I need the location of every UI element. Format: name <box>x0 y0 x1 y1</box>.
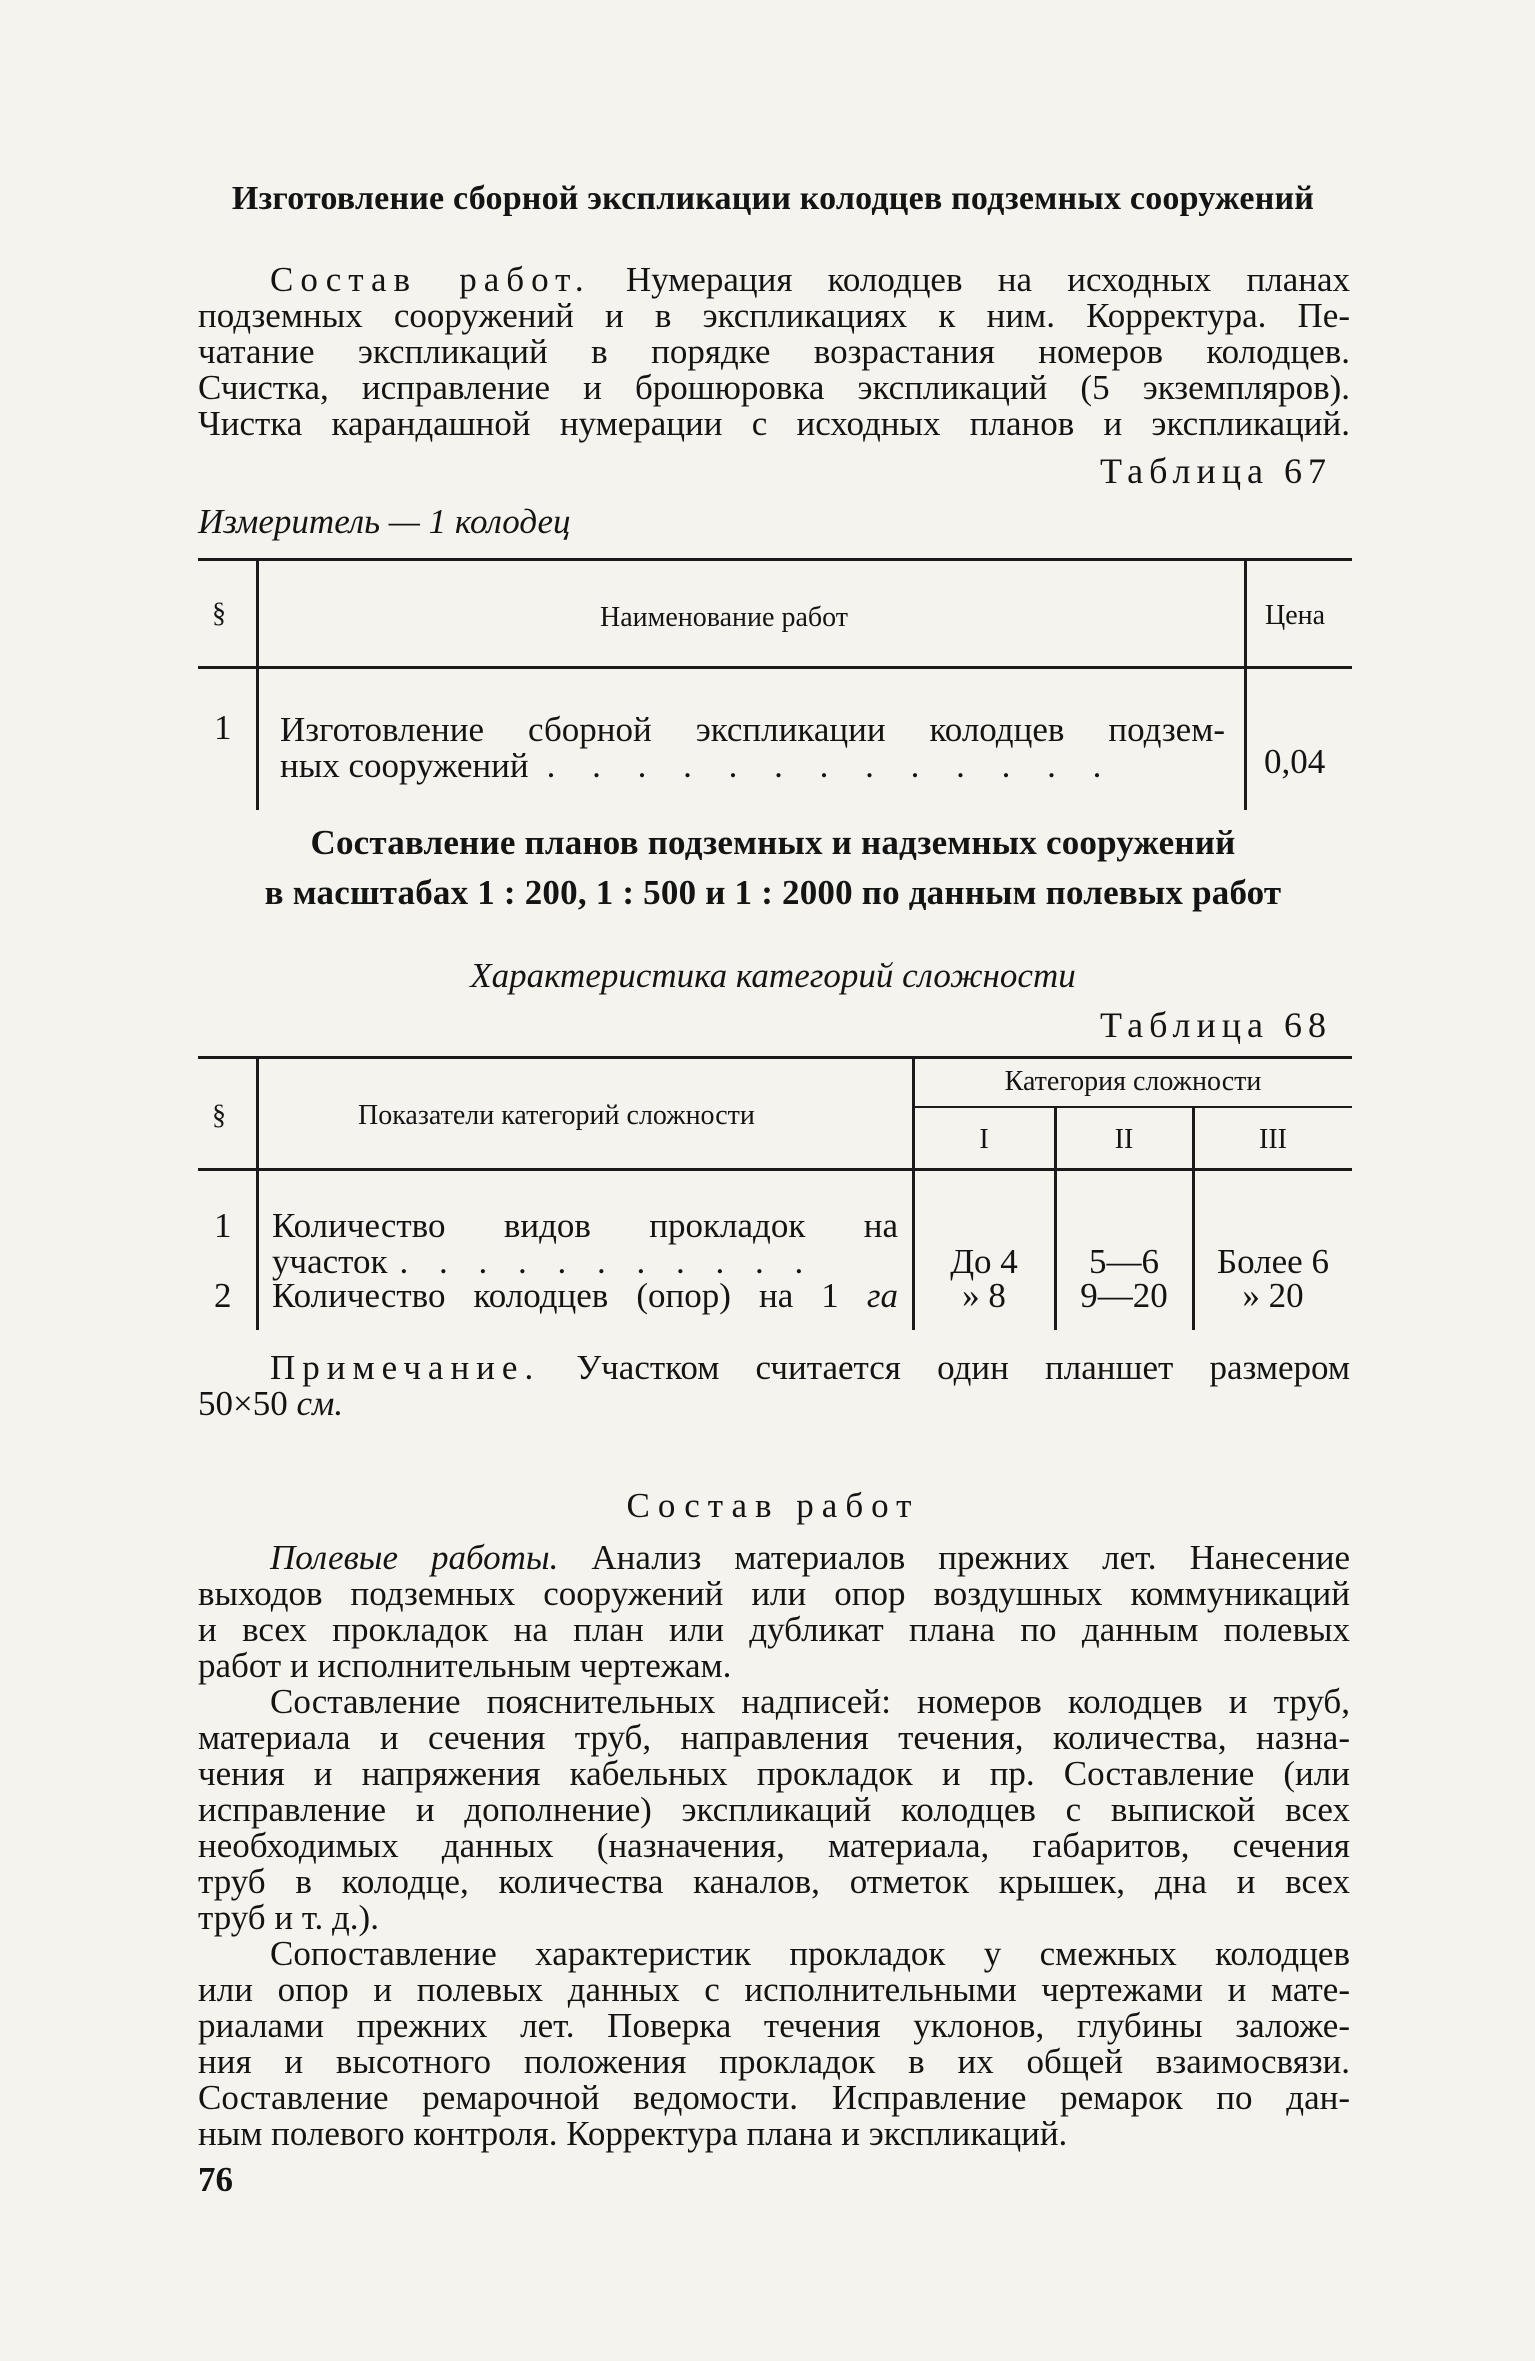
table-68-row-2-cat-2: 9—20 <box>1080 1276 1168 1315</box>
p2-line-1: Составление пояснительных надписей: номеров колодцев и труб, <box>270 1682 1350 1721</box>
table-68-row-2-line-1: Количество колодцев (опор) на 1 га <box>272 1276 899 1315</box>
table-68-row-1-num: 1 <box>214 1206 232 1245</box>
section-title-explication: Изготовление сборной экспликации колодцев подземных сооружений <box>231 180 1315 217</box>
p1-line-2: выходов подземных сооружений или опор воздушных коммуникаций <box>198 1574 1350 1613</box>
p2-line-6: труб в колодце, количества каналов, отметок крышек, дна и всех <box>198 1862 1350 1901</box>
p3-line-2: или опор и полевых данных с исполнительными чертежами и мате- <box>198 1970 1350 2009</box>
table-68-header-num: § <box>212 1100 226 1131</box>
p2-line-3: чения и напряжения кабельных прокладок и пр. Составление (или <box>198 1754 1350 1793</box>
work-composition-heading: Состав работ <box>626 1486 920 1525</box>
p1-line-1: Полевые работы. Анализ материалов прежних лет. Нанесение <box>270 1538 1351 1577</box>
table-67-header-price: Цена <box>1265 600 1326 631</box>
table-67-row-num: 1 <box>214 708 232 747</box>
table-68-label: Таблица 68 <box>1100 1005 1332 1045</box>
p2-line-7: труб и т. д.). <box>198 1898 379 1937</box>
table-68-row-1-cat-1: До 4 <box>950 1242 1018 1281</box>
note-line-1: Примечание. Участком считается один планшет размером <box>270 1348 1350 1387</box>
description-line-4: Счистка, исправление и брошюровка экспликаций (5 экземпляров). <box>198 368 1350 407</box>
p1-line-3: и всех прокладок на план или дубликат плана по данным полевых <box>198 1610 1350 1649</box>
note-line-2: 50×50 см. <box>198 1384 344 1423</box>
table-67-header-name: Наименование работ <box>600 602 848 633</box>
table-68-row-2-cat-1: » 8 <box>962 1276 1006 1315</box>
description-line-2: подземных сооружений и в экспликациях к ним. Корректура. Пе- <box>198 296 1350 335</box>
work-composition-label: Состав работ. <box>270 260 591 299</box>
section-title-plans-scales: в масштабах 1 : 200, 1 : 500 и 1 : 2000 по данным полевых работ <box>264 873 1282 912</box>
p2-line-4: исправление и дополнение) экспликаций колодцев с выпиской всех <box>198 1790 1350 1829</box>
complexity-subtitle: Характеристика категорий сложности <box>470 956 1076 995</box>
p3-line-3: риалами прежних лет. Поверка течения уклонов, глубины заложе- <box>198 2006 1350 2045</box>
p1-line-4: работ и исполнительным чертежам. <box>198 1646 732 1685</box>
table-68-row-2-cat-3: » 20 <box>1242 1276 1304 1315</box>
table-68-row-1-line-1: Количество видов прокладок на <box>272 1206 898 1245</box>
table-67-row-name-line-2: ных сооружений . . . . . . . . . . . . . <box>280 746 1116 785</box>
table-67-top-rule <box>198 558 1352 561</box>
table-68-note <box>198 1350 1350 1422</box>
table-68-top-rule <box>198 1056 1352 1059</box>
measurement-unit: Измеритель — 1 колодец <box>198 502 571 541</box>
table-67-row-name-line-1: Изготовление сборной экспликации колодцев подзем- <box>280 710 1225 749</box>
table-68-header-cat-3: III <box>1259 1124 1287 1155</box>
table-68-header-cat-1: I <box>979 1124 989 1155</box>
table-68-row-1-cat-2: 5—6 <box>1089 1242 1159 1281</box>
section-description <box>198 262 1350 442</box>
table-68-category-rule <box>914 1106 1352 1108</box>
table-68-divider-1 <box>256 1058 259 1330</box>
p3-line-4: ния и высотного положения прокладок в их общей взаимосвязи. <box>198 2042 1350 2081</box>
table-68-header-category: Категория сложности <box>1004 1066 1262 1097</box>
p3-line-1: Сопоставление характеристик прокладок у смежных колодцев <box>270 1934 1350 1973</box>
table-68-row-1-cat-3: Более 6 <box>1217 1242 1329 1281</box>
table-68-header-rule <box>198 1168 1352 1171</box>
p2-line-5: необходимых данных (назначения, материала, габаритов, сечения <box>198 1826 1350 1865</box>
table-67-row-price: 0,04 <box>1264 742 1326 781</box>
field-works-label: Полевые работы. <box>270 1538 559 1577</box>
section-title-plans: Составление планов подземных и надземных сооружений <box>310 823 1236 862</box>
p3-line-5: Составление ремарочной ведомости. Исправление ремарок по дан- <box>198 2078 1350 2117</box>
table-67-label: Таблица 67 <box>1100 451 1332 491</box>
p3-line-6: ным полевого контроля. Корректура плана и экспликаций. <box>198 2114 1068 2153</box>
table-68-header-cat-2: II <box>1114 1124 1134 1155</box>
work-composition-body <box>198 1540 1350 2152</box>
table-68-row-2-num: 2 <box>214 1276 232 1315</box>
table-67-header-rule <box>198 666 1352 669</box>
page-number: 76 <box>198 2160 233 2199</box>
table-68-row-1-line-2: участок . . . . . . . . . . . <box>272 1242 815 1281</box>
description-line-5: Чистка карандашной нумерации с исходных планов и экспликаций. <box>198 404 1350 443</box>
description-line-1: Состав работ. Нумерация колодцев на исходных планах <box>270 260 1350 299</box>
table-67-divider-1 <box>256 560 259 810</box>
description-line-3: чатание экспликаций в порядке возрастания номеров колодцев. <box>198 332 1350 371</box>
table-67-header-num: § <box>212 598 226 629</box>
p2-line-2: материала и сечения труб, направления течения, количества, назна- <box>198 1718 1350 1757</box>
table-68-header-name: Показатели категорий сложности <box>358 1100 755 1131</box>
table-67-divider-2 <box>1244 560 1247 810</box>
note-label: Примечание. <box>270 1348 541 1387</box>
